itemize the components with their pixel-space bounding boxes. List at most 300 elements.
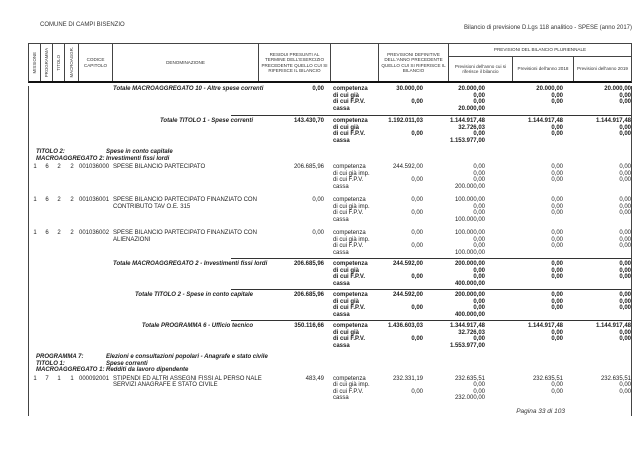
previsioni-anno-bilancio-value: 0,00 xyxy=(473,203,485,210)
previsioni-2018-value: 0,00 xyxy=(551,243,563,249)
residui-value xyxy=(259,261,324,287)
code-cell: 2 xyxy=(70,197,74,203)
previsioni-definitive-column xyxy=(379,164,423,190)
phase-label-value: di cui F.P.V. xyxy=(333,243,364,249)
previsioni-2018-column xyxy=(485,164,563,190)
capitolo-code: 001036001 xyxy=(79,197,110,203)
previsioni-anno-bilancio-value: 1.153.977,00 xyxy=(449,137,485,144)
previsioni-definitive-value: 0,00 xyxy=(411,243,423,249)
code-cell xyxy=(41,86,53,112)
previsioni-2018-value: 0,00 xyxy=(551,197,563,203)
previsioni-anno-bilancio-value: 100.000,00 xyxy=(454,249,485,256)
table-header xyxy=(28,43,632,83)
previsioni-anno-bilancio-column xyxy=(423,230,485,256)
column-header-residui: RESIDUI PRESUNTI AL TERMINE DELL'ESERCIZIO PRECEDENTE QUELLO CUI SI RIFERISCE IL BILANCIO xyxy=(259,44,331,81)
previsioni-2018-value: 232.635,51 xyxy=(532,375,563,382)
section-heading xyxy=(29,354,631,374)
residui-value xyxy=(259,230,324,256)
column-header-codice-capitolo: CODICE CAPITOLO xyxy=(79,44,113,81)
phase-label-value: competenza xyxy=(333,323,368,329)
previsioni-definitive-value: 1.192.011,03 xyxy=(388,118,423,124)
capitolo-code: 000092001 xyxy=(79,375,110,382)
previsioni-2019-value: 0,00 xyxy=(619,329,631,336)
previsioni-anno-bilancio-column xyxy=(423,292,485,318)
column-gap xyxy=(324,118,333,144)
previsioni-definitive-column xyxy=(379,376,423,402)
previsioni-anno-bilancio-value: 200.000,00 xyxy=(454,292,485,298)
previsioni-2018-value: 0,00 xyxy=(551,164,563,170)
previsioni-anno-bilancio-column xyxy=(423,86,485,112)
previsioni-anno-bilancio-column xyxy=(423,118,485,144)
previsioni-anno-bilancio-column xyxy=(423,164,485,190)
residui-amount: 0,00 xyxy=(312,86,324,92)
table-row xyxy=(29,230,631,256)
previsioni-anno-bilancio-value: 0,00 xyxy=(473,267,485,274)
code-cell xyxy=(65,261,79,287)
previsioni-anno-bilancio-column xyxy=(423,261,485,287)
previsioni-anno-bilancio-value: 0,00 xyxy=(473,305,485,311)
residui-value xyxy=(259,323,324,349)
capitolo-code xyxy=(79,292,113,318)
previsioni-2019-value xyxy=(563,281,631,288)
previsioni-anno-bilancio-value: 232.635,51 xyxy=(454,375,485,382)
previsioni-2018-value xyxy=(485,184,563,191)
phase-label-value: competenza xyxy=(333,197,366,203)
previsioni-2019-value: 0,00 xyxy=(619,236,631,243)
residui-value xyxy=(259,376,324,402)
previsioni-2018-column xyxy=(485,197,563,223)
section-label: MACROAGGREGATO 2: xyxy=(36,155,105,162)
previsioni-2019-value: 0,00 xyxy=(619,197,631,203)
previsioni-definitive-value xyxy=(379,184,423,191)
previsioni-definitive-value: 244.592,00 xyxy=(392,261,423,267)
section-line xyxy=(29,367,631,374)
previsioni-definitive-value xyxy=(379,106,423,113)
previsioni-anno-bilancio-value: 0,00 xyxy=(473,92,485,99)
code-cell: 1 xyxy=(33,230,37,236)
phase-label-value: di cui già xyxy=(333,329,360,336)
previsioni-2019-column xyxy=(563,164,631,190)
code-cell: 6 xyxy=(45,230,49,236)
previsioni-definitive-value xyxy=(379,312,423,319)
previsioni-2018-column xyxy=(485,230,563,256)
capitolo-code xyxy=(79,323,113,349)
residui-value xyxy=(259,292,324,318)
previsioni-2018-value: 0,00 xyxy=(551,124,563,131)
previsioni-2018-value: 0,00 xyxy=(551,230,563,236)
previsioni-anno-bilancio-value: 0,00 xyxy=(473,236,485,243)
previsioni-2019-column xyxy=(563,197,631,223)
denomination-line: STIPENDI ED ALTRI ASSEGNI FISSI AL PERSO NALE xyxy=(113,375,262,382)
document-title: Bilancio di previsione D.Lgs 118 analitico - SPESE (anno 2017) xyxy=(464,25,632,31)
previsioni-anno-bilancio-value: 0,00 xyxy=(473,336,485,342)
phase-label-column xyxy=(333,164,379,190)
row-denomination xyxy=(113,230,259,256)
previsioni-anno-bilancio-value: 0,00 xyxy=(473,298,485,305)
capitolo-code: 001036002 xyxy=(79,230,110,236)
denomination-line: CONTRIBUTO TAV O.E. 315 xyxy=(113,203,191,210)
previsioni-2019-value: 0,00 xyxy=(619,170,631,177)
separator-line xyxy=(231,258,631,259)
residui-value xyxy=(259,86,324,112)
previsioni-anno-bilancio-value: 0,00 xyxy=(473,170,485,177)
previsioni-2019-value: 0,00 xyxy=(619,203,631,210)
previsioni-definitive-value: 0,00 xyxy=(411,388,423,395)
previsioni-anno-bilancio-value: 32.726,03 xyxy=(458,124,485,131)
code-cell xyxy=(41,118,53,144)
row-denomination xyxy=(113,375,262,402)
previsioni-2019-value xyxy=(563,343,631,350)
previsioni-2019-value: 0,00 xyxy=(619,261,631,267)
previsioni-definitive-value xyxy=(379,217,423,224)
column-header-titolo: TITOLO xyxy=(53,44,65,81)
previsioni-anno-bilancio-value: 0,00 xyxy=(473,131,485,137)
previsioni-2019-value: 0,00 xyxy=(619,267,631,274)
phase-label-value: di cui F.P.V. xyxy=(333,388,364,395)
previsioni-2019-value: 0,00 xyxy=(619,164,631,170)
previsioni-2018-value: 0,00 xyxy=(551,267,563,274)
denomination-line: Totale TITOLO 2 - Spese in conto capitale xyxy=(134,292,253,298)
phase-label-column xyxy=(333,261,379,287)
previsioni-anno-bilancio-value: 400.000,00 xyxy=(454,311,485,318)
previsioni-definitive-value: 0,00 xyxy=(411,99,423,105)
previsioni-2019-column xyxy=(563,261,631,287)
phase-label-value: competenza xyxy=(333,118,368,124)
section-line xyxy=(29,156,631,163)
capitolo-code xyxy=(79,118,113,144)
phase-label-value: di cui F.P.V. xyxy=(333,336,366,342)
section-description: Redditi da lavoro dipendente xyxy=(106,367,189,373)
previsioni-2018-value: 0,00 xyxy=(551,236,563,243)
previsioni-2019-value: 0,00 xyxy=(619,99,631,105)
section-heading xyxy=(29,149,631,162)
previsioni-2018-value: 0,00 xyxy=(551,329,563,336)
residui-value xyxy=(259,164,324,190)
total-row xyxy=(29,86,631,112)
total-row xyxy=(29,292,631,318)
phase-label-value: di cui già xyxy=(333,124,360,131)
table-row xyxy=(29,197,631,223)
code-cell: 2 xyxy=(70,230,74,236)
column-header-anno-2018: Previsioni dell'anno 2018 xyxy=(513,57,574,81)
denomination-line: Totale MACROAGGREGATO 10 - Altre spese correnti xyxy=(113,86,264,92)
previsioni-definitive-value: 0,00 xyxy=(411,210,423,216)
phase-label-value: di cui già xyxy=(333,92,360,99)
phase-label-value: cassa xyxy=(333,183,349,190)
code-cell xyxy=(41,292,53,318)
total-row xyxy=(29,118,631,144)
row-denomination xyxy=(113,197,259,223)
previsioni-definitive-value xyxy=(379,250,423,257)
previsioni-anno-bilancio-value: 200.000,00 xyxy=(454,261,485,267)
code-cell xyxy=(29,292,41,318)
code-cell xyxy=(53,261,65,287)
previsioni-definitive-value xyxy=(379,343,423,350)
column-gap xyxy=(324,86,333,112)
phase-label-column xyxy=(333,376,379,402)
previsioni-2019-value xyxy=(563,217,631,224)
table-body xyxy=(28,86,632,416)
previsioni-2018-column xyxy=(485,261,563,287)
residui-amount: 206.685,96 xyxy=(293,292,324,298)
phase-label-value: cassa xyxy=(333,311,350,318)
section-description: Elezioni e consultazioni popolari - Anagrafe e stato civile xyxy=(106,354,268,360)
previsioni-anno-bilancio-value: 1.344.917,48 xyxy=(449,323,485,329)
previsioni-anno-bilancio-value: 0,00 xyxy=(473,164,485,170)
previsioni-2019-column xyxy=(563,376,631,402)
previsioni-definitive-column xyxy=(379,230,423,256)
code-cell: 6 xyxy=(45,197,49,203)
row-denomination xyxy=(113,261,268,287)
previsioni-anno-bilancio-value: 100.000,00 xyxy=(454,216,485,223)
column-header-anno-2019: Previsioni dell'anno 2019 xyxy=(577,66,628,72)
phase-label-column xyxy=(333,292,379,318)
previsioni-2018-column xyxy=(485,376,563,402)
phase-label-value: cassa xyxy=(333,105,350,112)
previsioni-2018-value xyxy=(485,217,563,224)
previsioni-definitive-value: 0,00 xyxy=(411,305,423,311)
phase-label-value: cassa xyxy=(333,395,349,401)
previsioni-2018-value: 0,00 xyxy=(551,274,563,280)
page-number: Pagina 33 di 103 xyxy=(516,408,565,415)
previsioni-2018-value: 0,00 xyxy=(551,177,563,183)
section-label: TITOLO 1: xyxy=(36,360,65,367)
residui-amount: 483,49 xyxy=(305,375,324,382)
code-cell xyxy=(41,323,53,349)
previsioni-definitive-value: 0,00 xyxy=(411,230,423,236)
column-header-pluriennale xyxy=(449,44,631,81)
previsioni-2019-value xyxy=(563,395,631,402)
previsioni-definitive-column xyxy=(379,118,423,144)
denomination-line: Totale PROGRAMMA 6 - Ufficio tecnico xyxy=(141,323,253,329)
column-gap xyxy=(324,230,333,256)
previsioni-2019-value: 0,00 xyxy=(619,92,631,99)
previsioni-definitive-value: 0,00 xyxy=(411,274,423,280)
phase-label-value: di cui già imp. xyxy=(333,203,370,210)
denomination-line: SPESE BILANCIO PARTECIPATO FINANZIATO CON xyxy=(113,197,257,203)
code-cell: 6 xyxy=(45,164,49,170)
code-cell: 1 xyxy=(33,164,37,170)
row-denomination xyxy=(113,118,259,144)
residui-value xyxy=(259,197,324,223)
code-cell xyxy=(65,292,79,318)
denomination-line: Totale TITOLO 1 - Spese correnti xyxy=(159,118,253,124)
previsioni-2019-value: 0,00 xyxy=(619,230,631,236)
previsioni-anno-bilancio-value: 1.144.917,48 xyxy=(449,118,485,124)
previsioni-2018-value: 0,00 xyxy=(551,292,563,298)
phase-label-value: competenza xyxy=(333,261,368,267)
previsioni-2018-value: 0,00 xyxy=(551,298,563,305)
previsioni-2019-value xyxy=(563,184,631,191)
residui-amount: 0,00 xyxy=(312,197,324,203)
column-header-previsioni-definitive: PREVISIONI DEFINITIVE DELL'ANNO PRECEDENTE QUELLO CUI SI RIFERISCE IL BILANCIO xyxy=(379,44,449,81)
previsioni-2019-value: 20.000,00 xyxy=(604,86,631,92)
column-header-anno-bilancio: Previsioni dell'anno cui si riferisce il bilancio xyxy=(449,57,513,81)
previsioni-anno-bilancio-value: 100.000,00 xyxy=(454,197,485,203)
previsioni-2019-value xyxy=(563,250,631,257)
previsioni-2018-value: 0,00 xyxy=(551,170,563,177)
phase-label-column xyxy=(333,323,379,349)
separator-line xyxy=(231,289,631,290)
residui-value xyxy=(259,118,324,144)
previsioni-2018-column xyxy=(485,86,563,112)
previsioni-2019-value: 0,00 xyxy=(619,274,631,280)
code-cell xyxy=(53,118,65,144)
phase-label-value: di cui già imp. xyxy=(333,236,370,243)
previsioni-2018-value: 1.144.917,48 xyxy=(527,118,563,124)
phase-label-column xyxy=(333,118,379,144)
budget-table xyxy=(28,43,632,416)
previsioni-anno-bilancio-value: 20.000,00 xyxy=(458,86,485,92)
phase-label-value: competenza xyxy=(333,86,368,92)
municipality-name: COMUNE DI CAMPI BISENZIO xyxy=(40,22,125,28)
code-cell: 2 xyxy=(57,164,61,170)
residui-amount: 143.430,70 xyxy=(293,118,324,124)
code-cell xyxy=(41,261,53,287)
previsioni-anno-bilancio-column xyxy=(423,376,485,402)
previsioni-2018-value: 0,00 xyxy=(551,131,563,137)
previsioni-2018-value: 0,00 xyxy=(551,382,563,388)
section-description: Spese in conto capitale xyxy=(106,149,173,155)
previsioni-definitive-value: 0,00 xyxy=(411,131,423,137)
column-header-missione: MISSIONE xyxy=(29,44,41,81)
previsioni-2019-column xyxy=(563,86,631,112)
previsioni-definitive-value xyxy=(379,281,423,288)
phase-label-value: di cui già imp. xyxy=(333,382,370,388)
phase-label-value: competenza xyxy=(333,375,366,382)
previsioni-2019-value: 1.144.917,48 xyxy=(595,323,631,329)
phase-label-value: cassa xyxy=(333,137,350,144)
previsioni-anno-bilancio-value: 0,00 xyxy=(473,243,485,249)
previsioni-2019-value: 0,00 xyxy=(619,210,631,216)
previsioni-2018-value: 0,00 xyxy=(551,305,563,311)
code-cell xyxy=(29,261,41,287)
total-row xyxy=(29,323,631,349)
previsioni-2018-value xyxy=(485,395,563,402)
total-row xyxy=(29,261,631,287)
code-cell xyxy=(29,118,41,144)
code-cell xyxy=(29,323,41,349)
phase-label-value: cassa xyxy=(333,280,350,287)
phase-label-value: di cui F.P.V. xyxy=(333,274,366,280)
column-gap xyxy=(324,164,333,190)
phase-label-value: di cui F.P.V. xyxy=(333,177,364,183)
code-cell xyxy=(29,86,41,112)
phase-label-value: di cui già xyxy=(333,298,360,305)
previsioni-2019-value: 0,00 xyxy=(619,177,631,183)
code-cell: 2 xyxy=(57,230,61,236)
previsioni-2019-value xyxy=(563,138,631,145)
previsioni-definitive-value xyxy=(379,395,423,402)
residui-amount: 206.685,96 xyxy=(293,261,324,267)
previsioni-2018-value: 0,00 xyxy=(551,203,563,210)
previsioni-definitive-value: 1.436.603,03 xyxy=(387,323,423,329)
previsioni-2019-value xyxy=(563,106,631,113)
previsioni-2018-column xyxy=(485,323,563,349)
code-cell: 2 xyxy=(57,197,61,203)
code-cell xyxy=(65,118,79,144)
phase-label-value: competenza xyxy=(333,230,366,236)
row-denomination xyxy=(113,292,259,318)
residui-amount: 350.116,66 xyxy=(294,323,324,329)
previsioni-anno-bilancio-value: 1.553.977,00 xyxy=(449,342,485,349)
section-label: TITOLO 2: xyxy=(36,149,65,155)
previsioni-2018-value: 0,00 xyxy=(551,210,563,216)
phase-label-value: di cui F.P.V. xyxy=(333,99,366,105)
denomination-line: SPESE BILANCIO PARTECIPATO xyxy=(113,164,206,170)
section-label: MACROAGGREGATO 1: xyxy=(36,367,105,373)
previsioni-2019-column xyxy=(563,323,631,349)
previsioni-2019-value: 0,00 xyxy=(619,243,631,249)
previsioni-definitive-value: 0,00 xyxy=(411,197,423,203)
residui-amount: 206.685,96 xyxy=(293,164,324,170)
previsioni-2019-value: 0,00 xyxy=(619,388,631,395)
previsioni-2019-value: 232.635,51 xyxy=(600,375,631,382)
column-gap xyxy=(324,197,333,223)
denomination-line: Totale MACROAGGREGATO 2 - Investimenti fissi lordi xyxy=(113,261,268,267)
phase-label-value: cassa xyxy=(333,216,349,223)
previsioni-2019-value: 1.144.917,48 xyxy=(595,118,631,124)
section-label: PROGRAMMA 7: xyxy=(36,354,84,360)
previsioni-2019-value: 0,00 xyxy=(619,305,631,311)
previsioni-definitive-value: 30.000,00 xyxy=(396,86,423,92)
previsioni-anno-bilancio-value: 0,00 xyxy=(473,382,485,388)
previsioni-2018-value xyxy=(485,106,563,113)
column-gap xyxy=(324,376,333,402)
previsioni-anno-bilancio-value: 0,00 xyxy=(473,99,485,105)
previsioni-2018-value xyxy=(485,312,563,319)
previsioni-2018-value xyxy=(485,343,563,350)
previsioni-2018-value: 1.144.917,48 xyxy=(527,323,563,329)
previsioni-2018-value xyxy=(485,138,563,145)
previsioni-anno-bilancio-value: 200.000,00 xyxy=(454,183,485,190)
code-cell: 2 xyxy=(70,164,74,170)
previsioni-2018-value: 0,00 xyxy=(551,99,563,105)
previsioni-anno-bilancio-value: 100.000,00 xyxy=(454,230,485,236)
code-cell: 1 xyxy=(57,375,61,382)
previsioni-definitive-column xyxy=(379,261,423,287)
previsioni-2019-column xyxy=(563,230,631,256)
code-cell: 1 xyxy=(33,375,37,382)
table-row xyxy=(29,376,631,402)
column-gap xyxy=(324,261,333,287)
capitolo-code xyxy=(79,261,113,287)
section-description: Investimenti fissi lordi xyxy=(106,155,170,162)
code-cell xyxy=(65,86,79,112)
row-denomination xyxy=(113,323,259,349)
code-cell xyxy=(65,323,79,349)
pluriennale-title: PREVISIONI DEL BILANCIO PLURIENNALE xyxy=(449,44,631,57)
previsioni-2019-column xyxy=(563,292,631,318)
phase-label-column xyxy=(333,197,379,223)
previsioni-anno-bilancio-value: 0,00 xyxy=(473,388,485,395)
capitolo-code xyxy=(79,86,113,112)
denomination-line: ALIENAZIONI xyxy=(113,236,151,243)
previsioni-anno-bilancio-value: 232.000,00 xyxy=(454,395,485,401)
code-cell xyxy=(53,292,65,318)
column-header-macroaggr: MACROAGGR. xyxy=(65,44,79,81)
phase-label-column xyxy=(333,230,379,256)
previsioni-anno-bilancio-value: 0,00 xyxy=(473,210,485,216)
previsioni-definitive-value: 232.331,19 xyxy=(392,375,423,382)
previsioni-anno-bilancio-value: 32.726,03 xyxy=(458,329,485,336)
previsioni-anno-bilancio-column xyxy=(423,197,485,223)
denomination-line: SPESE BILANCIO PARTECIPATO FINANZIATO CON xyxy=(113,230,257,236)
previsioni-anno-bilancio-value: 400.000,00 xyxy=(454,280,485,287)
previsioni-anno-bilancio-value: 0,00 xyxy=(473,274,485,280)
previsioni-definitive-column xyxy=(379,323,423,349)
denomination-line: SERVIZI ANAGRAFE E STATO CIVILE xyxy=(113,382,218,388)
